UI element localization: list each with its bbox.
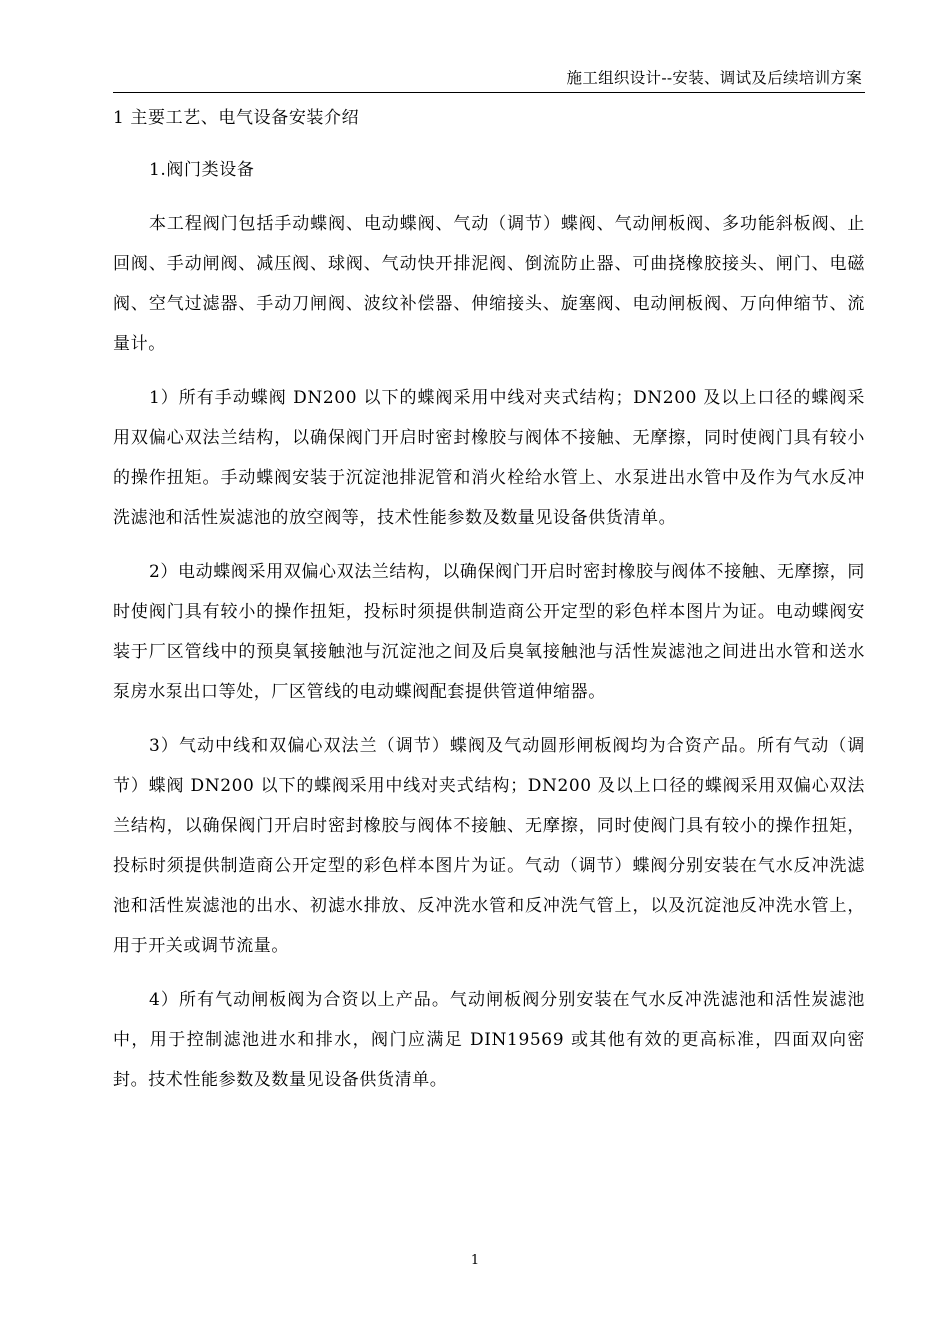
running-header: 施工组织设计--安装、调试及后续培训方案: [566, 69, 862, 87]
subsection-heading: 1.阀门类设备: [149, 160, 255, 180]
header-rule: [113, 92, 865, 93]
section-heading: 1 主要工艺、电气设备安装介绍: [113, 108, 360, 128]
intro-paragraph: 本工程阀门包括手动蝶阀、电动蝶阀、气动（调节）蝶阀、气动闸板阀、多功能斜板阀、止回阀、手动闸阀、减压阀、球阀、气动快开排泥阀、倒流防止器、可曲挠橡胶接头、闸门、电磁阀、空气过滤器、手动刀闸阀、波纹补偿器、伸缩接头、旋塞阀、电动闸板阀、万向伸缩节、流量计。: [113, 214, 865, 354]
item-paragraph-3: 3）气动中线和双偏心双法兰（调节）蝶阀及气动圆形闸板阀均为合资产品。所有气动（调节）蝶阀 DN200 以下的蝶阀采用中线对夹式结构；DN200 及以上口径的蝶阀采用双偏心双法兰结构，以确保阀门开启时密封橡胶与阀体不接触、无摩擦，同时使阀门具有较小的操作扭矩，投标时须提供制造商公开定型的彩色样本图片为证。气动（调节）蝶阀分别安装在气水反冲洗滤池和活性炭滤池的出水、初滤水排放、反冲洗水管和反冲洗气管上，以及沉淀池反冲洗水管上，用于开关或调节流量。: [113, 736, 865, 956]
page-number: 1: [470, 1253, 480, 1268]
item-paragraph-4: 4）所有气动闸板阀为合资以上产品。气动闸板阀分别安装在气水反冲洗滤池和活性炭滤池中，用于控制滤池进水和排水，阀门应满足 DIN19569 或其他有效的更高标准，四面双向密封。技术性能参数及数量见设备供货清单。: [113, 990, 865, 1090]
item-paragraph-2: 2）电动蝶阀采用双偏心双法兰结构，以确保阀门开启时密封橡胶与阀体不接触、无摩擦，同时使阀门具有较小的操作扭矩，投标时须提供制造商公开定型的彩色样本图片为证。电动蝶阀安装于厂区管线中的预臭氧接触池与沉淀池之间及后臭氧接触池与活性炭滤池之间进出水管和送水泵房水泵出口等处，厂区管线的电动蝶阀配套提供管道伸缩器。: [113, 562, 865, 702]
item-paragraph-1: 1）所有手动蝶阀 DN200 以下的蝶阀采用中线对夹式结构；DN200 及以上口径的蝶阀采用双偏心双法兰结构，以确保阀门开启时密封橡胶与阀体不接触、无摩擦，同时使阀门具有较小的操作扭矩。手动蝶阀安装于沉淀池排泥管和消火栓给水管上、水泵进出水管中及作为气水反冲洗滤池和活性炭滤池的放空阀等，技术性能参数及数量见设备供货清单。: [113, 388, 865, 528]
page-content: [113, 98, 865, 1100]
